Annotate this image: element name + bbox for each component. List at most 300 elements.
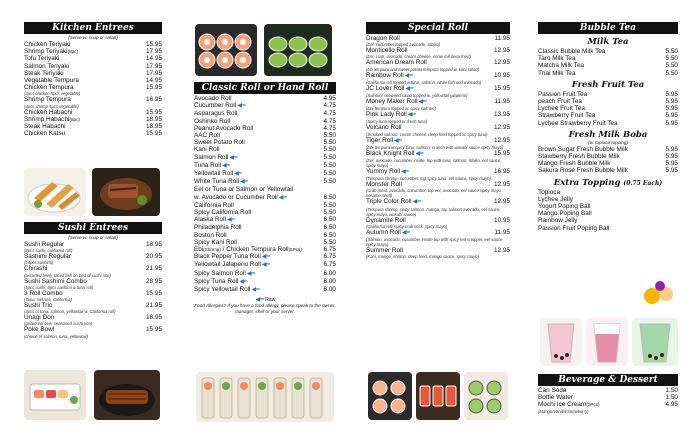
menu-item-name xyxy=(366,124,402,131)
menu-item-name xyxy=(194,216,235,224)
menu-item-price: 5.50 xyxy=(665,55,678,63)
menu-item-name xyxy=(194,154,238,162)
item-name-text: JC Lover Roll xyxy=(366,84,405,92)
menu-item-row xyxy=(24,265,162,272)
item-name-text: Lychee Fruit Tea xyxy=(538,105,585,113)
menu-item-price: 28.95 xyxy=(146,277,162,285)
menu-item-row xyxy=(24,123,162,130)
item-name-text: Volcano Roll xyxy=(366,124,402,132)
item-name-text: Sweet Potato Roll xyxy=(194,139,245,147)
menu-item-price: 15.95 xyxy=(146,84,162,92)
menu-item-price: 6.50 xyxy=(323,231,336,239)
allergy-note: Food Allergies? If you have a food allergy, please speak to the owner, manager, chef or your server. xyxy=(194,303,336,314)
menu-item-name xyxy=(194,224,242,231)
menu-item-row xyxy=(24,314,162,321)
menu-item-row xyxy=(366,181,510,188)
item-name-text: Yummy Roll xyxy=(366,168,401,176)
menu-item-row xyxy=(24,241,162,248)
menu-item-row xyxy=(538,146,678,153)
menu-item-row xyxy=(194,178,336,186)
menu-item-row xyxy=(366,217,510,224)
menu-item-name xyxy=(538,62,584,69)
menu-item-description: (Spicy tuna topped w. fresh tuna) xyxy=(366,119,428,125)
item-name-text: Stawberry Fresh Bubble Milk xyxy=(538,153,620,161)
topping-item: Passion Fruit Poping Ball xyxy=(538,224,610,232)
menu-item-row xyxy=(194,194,336,202)
menu-item-name xyxy=(538,167,628,174)
topping-list xyxy=(538,189,678,232)
item-extra: (8pc) xyxy=(67,49,79,55)
menu-item-description: (choice of salmon, tuna, yellowtail) xyxy=(24,333,89,339)
raw-arrow-icon: ◀━ xyxy=(401,229,411,236)
item-name-text: Shrimp Teriyaki xyxy=(24,48,68,56)
milk-list xyxy=(538,48,678,77)
menu-item-name xyxy=(366,47,408,54)
topping-item: Yogurt Poping Ball xyxy=(538,203,591,211)
item-name-text: Kani Roll xyxy=(194,146,220,154)
menu-item-row xyxy=(538,394,678,401)
menu-item-price: 12.95 xyxy=(494,181,510,189)
menu-item-name xyxy=(194,246,302,253)
menu-item-price: 4.75 xyxy=(323,117,336,125)
menu-item-name xyxy=(24,302,52,309)
menu-item-row xyxy=(366,124,510,131)
sushi-plate-photo xyxy=(24,370,86,420)
menu-item-row xyxy=(366,111,510,119)
item-name-text: Monster Roll xyxy=(366,181,402,189)
item-name-text: Steak Habachi xyxy=(24,123,66,131)
menu-item-name xyxy=(194,139,245,146)
item-name-text: American Dream Roll xyxy=(366,59,427,67)
menu-item-name xyxy=(194,253,270,261)
special-list xyxy=(366,35,510,259)
menu-item-name xyxy=(366,137,402,145)
menu-item-name xyxy=(366,217,406,224)
item-name-text: Strawberry Fruit Tea xyxy=(538,112,596,120)
menu-item-name xyxy=(194,118,230,125)
menu-item-price: 11.95 xyxy=(494,98,510,106)
menu-item-price: 10.95 xyxy=(494,71,510,79)
item-name-text: peach Fruit Tea xyxy=(538,98,582,106)
item-name-text: Yellowtail Jalapeno Roll xyxy=(194,261,261,269)
item-name-text: Autumn Roll xyxy=(366,228,401,236)
menu-item-price: 6.75 xyxy=(323,253,336,261)
menu-item-description: (3pcs chicken 5pcs vegetable) xyxy=(24,91,81,97)
classic-list xyxy=(194,95,336,294)
item-name-text: Sashimi Regular xyxy=(24,253,71,261)
menu-item-description: (Tempura shrimp, cucumber, top spicy tuna, eel sauce, spicy mayo) xyxy=(366,176,492,182)
item-name-text: Mochi Ice Cream xyxy=(538,401,587,409)
menu-item-price: 5.50 xyxy=(665,62,678,70)
menu-item-description: (Salmon, avocado, cucumber inside top with spicy red snapper, eel sauce spicy mayo) xyxy=(366,237,503,248)
kitchen-section xyxy=(24,22,162,137)
special-roll-photo-2 xyxy=(416,372,460,420)
menu-item-price: 10.95 xyxy=(494,216,510,224)
menu-item-row xyxy=(24,96,162,103)
menu-item-price: 1.50 xyxy=(665,387,678,394)
item-name-text: Spicy Salmon Roll xyxy=(194,269,246,277)
bubble-title: Bubble Tea xyxy=(538,22,678,34)
item-name-text: Eel or Tuna or Salmon or Yellowtail xyxy=(194,186,294,194)
menu-item-row xyxy=(194,209,336,216)
item-name-text: Cucumber Roll xyxy=(194,102,237,110)
menu-item-price: 16.95 xyxy=(146,96,162,104)
menu-item-row xyxy=(194,118,336,125)
item-name-text: Chirashi xyxy=(24,265,48,273)
menu-item-row xyxy=(366,168,510,176)
item-name-text: Chicken Habachi xyxy=(24,108,73,116)
item-name-text: Taro Milk Tea xyxy=(538,55,576,63)
roll-photo-1 xyxy=(195,24,257,76)
raw-arrow-icon: ◀━ xyxy=(415,150,424,157)
raw-arrow-icon: ◀━ xyxy=(405,85,414,92)
item-name-text: Money Maker Roll xyxy=(366,98,418,106)
topping-item: Rainbow Jelly xyxy=(538,217,578,225)
menu-item-name xyxy=(24,290,63,297)
menu-item-price: 11.95 xyxy=(494,228,510,236)
item-name-text: Monticello Roll xyxy=(366,47,408,55)
item-name-text: Sakura Rose Fresh Bubble Milk xyxy=(538,167,628,175)
menu-item-price: 4.75 xyxy=(323,110,336,118)
item-name-text: Rainbow Roll xyxy=(366,71,404,79)
menu-item-name xyxy=(538,48,605,55)
menu-item-description: (grilled eel over seasoned sushi rice) xyxy=(24,321,93,327)
menu-item-price: 12.95 xyxy=(494,247,510,255)
menu-item-description: (4pcs of tuna, salmon, yellowtail w. California roll) xyxy=(24,309,116,315)
bubble-tea-photo-2 xyxy=(586,318,628,366)
item-name-text: Brown Sugar Fresh Bubble Milk xyxy=(538,145,628,153)
menu-item-row xyxy=(194,246,336,253)
menu-item-price: 18.95 xyxy=(146,123,162,131)
raw-arrow-icon: ◀━ xyxy=(418,99,427,106)
menu-item-description: (14pcs sashimi) xyxy=(24,260,54,266)
menu-item-row xyxy=(366,98,510,106)
menu-item-price: 12.95 xyxy=(494,59,510,67)
item-name-text: Vegetable Tempura xyxy=(24,77,79,85)
beverage-section xyxy=(538,374,678,414)
bubble-section xyxy=(538,22,678,232)
raw-arrow-icon: ◀━ xyxy=(229,154,238,161)
beverage-title: Beverage & Dessert xyxy=(538,374,678,386)
item-name-text: AAC Roll xyxy=(194,132,220,140)
menu-item-price: 5.95 xyxy=(665,153,678,161)
boba-subtitle: (w. topioca topping) xyxy=(588,139,628,145)
item-extra-2: (5Pcs) xyxy=(288,247,302,253)
item-name-text: Shrimp Habachi xyxy=(24,115,70,123)
menu-item-name xyxy=(194,194,287,202)
menu-item-row xyxy=(24,70,162,77)
menu-item-price: 5.50 xyxy=(323,132,336,140)
item-name-text: Oshinko Roll xyxy=(194,117,231,125)
menu-item-name xyxy=(366,150,424,158)
menu-item-name xyxy=(366,181,402,188)
item-name-text: Alaska Roll xyxy=(194,216,226,224)
sushi-subtitle: (Serve w. soup or salad) xyxy=(68,235,118,240)
raw-arrow-icon: ◀━ xyxy=(239,278,248,285)
menu-item-name xyxy=(24,278,87,285)
item-name-text: Passion Fruit Tea xyxy=(538,90,588,98)
kitchen-subtitle: (Serve w. soup or salad) xyxy=(68,35,118,40)
menu-item-price: 5.95 xyxy=(665,90,678,98)
menu-item-name xyxy=(538,387,566,394)
menu-item-row xyxy=(366,85,510,93)
item-extra: (2Pcs) xyxy=(586,402,600,408)
kitchen-list xyxy=(24,41,162,137)
menu-item-name xyxy=(24,116,80,123)
item-name-text: Chicken Teriyaki xyxy=(24,41,71,48)
raw-arrow-icon: ◀━ xyxy=(401,169,410,176)
raw-arrow-icon: ◀━ xyxy=(255,297,264,304)
milk-tea-title: Milk Tea xyxy=(587,37,629,47)
menu-item-row xyxy=(194,162,336,170)
menu-item-row xyxy=(24,48,162,55)
raw-arrow-icon: ◀━ xyxy=(222,162,231,169)
menu-item-price: 5.95 xyxy=(665,105,678,113)
menu-item-price: 14.95 xyxy=(146,55,162,63)
menu-item-row xyxy=(194,95,336,102)
menu-item-row xyxy=(194,278,336,286)
item-name-text: Lychee Strawberry Fruit Tea xyxy=(538,119,618,127)
menu-item-price: 5.95 xyxy=(665,119,678,127)
menu-item-name xyxy=(24,77,79,84)
fruit-list xyxy=(538,91,678,127)
menu-item-row xyxy=(194,139,336,146)
menu-item-name xyxy=(194,232,227,239)
menu-item-row xyxy=(538,91,678,98)
item-name-text: Mango Fresh Bubble Milk xyxy=(538,160,611,168)
menu-item-name xyxy=(24,130,65,137)
menu-item-name xyxy=(538,98,582,105)
menu-item-row xyxy=(194,146,336,153)
menu-item-name xyxy=(538,70,576,77)
menu-item-name xyxy=(194,102,246,110)
roll-photo-2 xyxy=(264,24,332,76)
menu-item-name xyxy=(24,109,72,116)
menu-item-name xyxy=(24,123,66,130)
item-name-text: Asparagus Roll xyxy=(194,110,238,118)
menu-item-price: 5.50 xyxy=(323,139,336,147)
menu-item-row xyxy=(194,286,336,294)
menu-item-name xyxy=(24,70,64,77)
menu-item-row xyxy=(194,125,336,132)
boba-photo xyxy=(640,276,678,310)
special-roll-photo-1 xyxy=(368,372,412,420)
sushi-platter-photo xyxy=(196,372,334,422)
menu-item-price: 6.50 xyxy=(323,224,336,232)
menu-item-row xyxy=(24,326,162,333)
special-section xyxy=(366,22,510,259)
item-name-text: Unagi Don xyxy=(24,314,55,322)
menu-item-price: 15.95 xyxy=(146,289,162,297)
menu-item-description: (Eb tempura and sweet potato tempura topped w. kani salad) xyxy=(366,66,480,72)
menu-item-price: 5.50 xyxy=(665,69,678,77)
topping-item: Topioca xyxy=(538,188,561,196)
menu-item-description: (8pcs sushi, california roll) xyxy=(24,248,73,254)
menu-item-price: 12.95 xyxy=(494,47,510,55)
menu-item-row xyxy=(366,247,510,254)
menu-item-name xyxy=(366,229,410,237)
menu-item-name xyxy=(24,253,71,260)
item-name-text: Salmon Teriyaki xyxy=(24,62,69,70)
menu-item-price: 6.50 xyxy=(323,216,336,224)
item-extra: (8pc) xyxy=(69,116,80,122)
menu-item-row xyxy=(24,253,162,260)
raw-arrow-icon: ◀━ xyxy=(246,270,256,277)
menu-item-name xyxy=(24,48,78,55)
menu-item-price: 1.50 xyxy=(665,394,678,402)
menu-item-price: 11.95 xyxy=(494,35,510,42)
special-title: Special Roll xyxy=(366,22,510,34)
menu-item-price: 12.95 xyxy=(494,124,510,132)
menu-item-price: 6.75 xyxy=(323,246,336,254)
item-name-text: Can Soda xyxy=(538,387,567,394)
raw-arrow-icon: ◀━ xyxy=(404,72,413,79)
menu-item-row xyxy=(194,202,336,209)
menu-item-name xyxy=(538,153,620,160)
raw-arrow-icon: ◀━ xyxy=(261,262,271,269)
item-name-text: Spicy Yellowtail Roll xyxy=(194,286,251,294)
menu-item-name xyxy=(194,178,248,186)
menu-item-name xyxy=(366,247,403,254)
menu-item-row xyxy=(194,154,336,162)
item-name-text: Black Knight Roll xyxy=(366,149,415,157)
menu-item-price: 12.95 xyxy=(494,198,510,206)
kitchen-title: Kitchen Entrees xyxy=(24,22,162,34)
menu-item-price: 15.95 xyxy=(146,130,162,138)
item-name-text-2: / Chicken Tempura Roll xyxy=(220,246,289,254)
raw-arrow-icon: ◀━ xyxy=(237,103,246,110)
menu-item-row xyxy=(24,278,162,285)
menu-item-name xyxy=(538,91,587,98)
menu-item-row xyxy=(538,167,678,174)
menu-item-row xyxy=(366,198,510,206)
menu-item-name xyxy=(366,198,421,206)
menu-item-description: (Eel, crab, avocado, cream cheese, snow roll deep fried) xyxy=(366,54,471,60)
menu-item-price: 4.75 xyxy=(323,124,336,132)
menu-item-description: (Salmon/ seaweed salad topped w. yellowtail jalapeno) xyxy=(366,93,468,99)
menu-item-row xyxy=(194,270,336,278)
menu-item-price: 5.50 xyxy=(323,161,336,169)
boba-title: Fresh Milk Boba xyxy=(568,129,648,140)
menu-item-row xyxy=(538,55,678,62)
item-name-text: California Roll xyxy=(194,201,234,209)
item-name-text: White Tuna Roll xyxy=(194,178,240,186)
menu-item-name xyxy=(366,98,427,106)
menu-item-price: 5.50 xyxy=(323,201,336,209)
menu-item-row xyxy=(366,229,510,237)
menu-item-row xyxy=(538,62,678,69)
raw-arrow-icon: ◀━ xyxy=(278,194,287,201)
menu-item-name xyxy=(194,125,253,132)
menu-item-row xyxy=(194,216,336,224)
menu-item-price: 15.95 xyxy=(146,41,162,48)
item-name-text: Avocado Roll xyxy=(194,95,232,102)
menu-item-price: 18.95 xyxy=(146,115,162,123)
menu-item-row xyxy=(24,84,162,91)
menu-item-price: 12.95 xyxy=(494,136,510,144)
salmon-teriyaki-photo xyxy=(92,168,160,216)
menu-item-price: 5.95 xyxy=(665,167,678,175)
menu-item-price: 6.00 xyxy=(323,269,336,277)
menu-item-description: (Eel, avocado, cucumber inside, top with tuna, salmon, tobiko, eel sauce, spicy mayo) xyxy=(366,158,502,169)
item-name-text: Summer Roll xyxy=(366,247,403,255)
beverage-list xyxy=(538,387,678,414)
tempura-photo xyxy=(24,168,86,216)
menu-item-row xyxy=(24,63,162,70)
menu-item-name xyxy=(538,394,573,401)
menu-item-name xyxy=(538,120,618,127)
menu-item-row xyxy=(194,239,336,246)
item-name-text: Black Pepper Tuna Roll xyxy=(194,253,261,261)
item-name-text: Salmon Roll xyxy=(194,153,229,161)
menu-item-price: 18.95 xyxy=(146,314,162,322)
item-name-text: 3 Roll Combo xyxy=(24,289,63,297)
menu-item-row xyxy=(194,132,336,139)
menu-item-description: (Mango/Vanilla/Strawberry) xyxy=(538,408,589,414)
menu-item-name xyxy=(24,314,54,321)
bubble-tea-photo-1 xyxy=(540,318,582,366)
menu-item-name xyxy=(24,63,69,70)
topping-item: Lychee Jelly xyxy=(538,195,573,203)
menu-item-description: (Tempura shrimp, spicy salmon, mango, top salmon avocado, eel sauce, spicy mayo, wasabi sauce) xyxy=(366,206,501,217)
menu-item-price: 20.95 xyxy=(146,253,162,261)
topping-price: (0.75 Each) xyxy=(623,179,663,187)
menu-item-row xyxy=(366,35,510,42)
menu-item-row xyxy=(538,153,678,160)
menu-item-name xyxy=(24,265,47,272)
menu-item-description: (Kani, mango, shrimp, deep fried, mango sauce, spicy mayo) xyxy=(366,254,479,260)
item-name-text: Classic Bubble Milk Tea xyxy=(538,48,606,55)
menu-item-description: (Crab meat, avocado, cucumber, top eel, avocado, eel sauce spicy mayo sesame seed) xyxy=(366,188,502,199)
item-name-text: w. Avocado or Cucumber Roll xyxy=(194,193,278,201)
menu-item-price: 15.95 xyxy=(494,149,510,157)
menu-item-row xyxy=(538,105,678,112)
menu-item-row xyxy=(24,130,162,137)
item-name-text: Tofu Teriyaki xyxy=(24,55,60,63)
menu-item-price: 15.95 xyxy=(146,108,162,116)
unagi-don-photo xyxy=(94,370,160,420)
menu-item-row xyxy=(538,98,678,105)
menu-item-row xyxy=(194,261,336,269)
menu-item-price: 18.95 xyxy=(146,241,162,248)
menu-item-description: (Tuna, salmon, California) xyxy=(24,297,72,303)
raw-arrow-icon: ◀━ xyxy=(251,287,260,294)
menu-item-name xyxy=(194,110,237,117)
raw-label: Raw xyxy=(265,297,276,304)
item-name-text: Spicy Tuna Roll xyxy=(194,277,239,285)
item-name-text: Bottle Water xyxy=(538,394,573,402)
menu-item-price: 5.95 xyxy=(665,112,678,120)
menu-item-price: 13.95 xyxy=(494,111,510,119)
menu-item-price: 17.95 xyxy=(146,48,162,56)
item-name-text: Matcha Milk Tea xyxy=(538,62,585,70)
menu-item-price: 5.50 xyxy=(665,48,678,55)
menu-item-description: (Ebi tempura w.spicy tuna, salmon, crunch with wasabi sauce spicy mayo) xyxy=(366,144,504,150)
menu-item-name xyxy=(194,95,232,102)
menu-item-description: (California roll topped w.tuna, salmon, white fish and avocado) xyxy=(366,79,482,85)
item-name-text: Sushi Regular xyxy=(24,241,65,248)
menu-item-row xyxy=(366,47,510,54)
menu-item-name xyxy=(366,35,400,42)
menu-item-name xyxy=(538,105,585,112)
item-name-text: Sushi Trio xyxy=(24,302,53,310)
item-name-text: Philadelphia Roll xyxy=(194,224,242,232)
menu-item-row xyxy=(538,112,678,119)
raw-legend xyxy=(194,296,336,303)
item-name-text: Steak Teriyaki xyxy=(24,69,64,77)
item-name-text: Chicken Katsu xyxy=(24,130,66,138)
menu-item-name xyxy=(24,241,64,248)
